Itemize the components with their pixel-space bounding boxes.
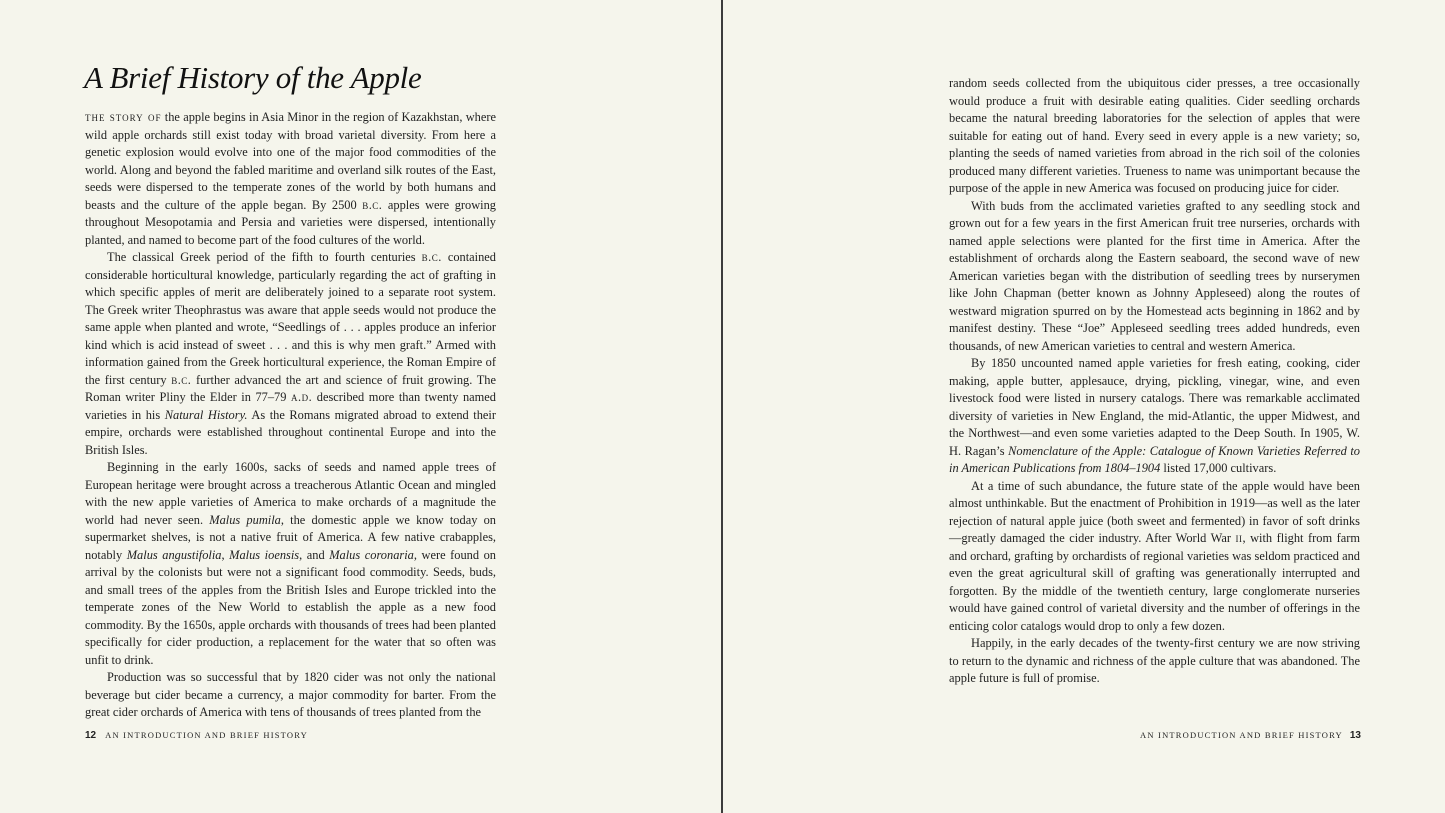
right-page <box>723 0 1445 813</box>
paragraph <box>949 355 1360 478</box>
italic-run: Malus pumila <box>209 512 281 527</box>
left-page <box>0 0 721 813</box>
text-run: , <box>221 547 230 562</box>
paragraph <box>85 669 496 722</box>
paragraph <box>85 109 496 249</box>
paragraph <box>949 635 1360 688</box>
page-number: 12 <box>85 730 97 741</box>
paragraph <box>949 75 1360 198</box>
text-run: contained considerable horticultural knowledge, particularly regarding the act of grafting in which specific apples of merit are deliberately joined to a separate root system. The Greek writer Theophrastus was aware that apple seeds would not produce the same apple when planted and wrote, “Seedlings of . . . apples produce an inferior kind which is acid instead of sweet . . . and this is why men graft.” Armed with information gained from the Greek horticultural experience, the Roman Empire of the first century <box>85 250 496 387</box>
left-body-text <box>85 109 496 722</box>
text-run: described more than twenty named varieties in his <box>85 390 497 422</box>
paragraph <box>85 459 496 669</box>
text-run: the apple begins in Asia Minor in the region of Kazakhstan, where wild apple orchards still exist today with broad varietal diversity. From here a genetic explosion would evolve into one of the major food commodities of the world. Along and beyond the fabled maritime and overland silk routes of the East, seeds were dispersed to the temperate zones of the world by both humans and beasts and the culture of the apple began. By 2500 <box>85 110 496 212</box>
paragraph-runs <box>85 110 496 247</box>
text-run: , were found on arrival by the colonists but were not a significant food commodity. Seeds, buds, and small trees of the apples from the British Isles and Europe trickled into the temperate zones of the New World to establish the apple as a new food commodity. By the 1650s, apple orchards with thousands of trees had been planted specifically for cider production, a replacement for the water that so often was unfit to drink. <box>85 547 497 667</box>
italic-run: Malus angustifolia <box>126 547 222 562</box>
text-run: Production was so successful that by 1820 cider was not only the national beverage but cider became a currency, a major commodity for barter. From the great cider orchards of America with tens of thousands of trees planted from the <box>85 670 496 719</box>
text-run: random seeds collected from the ubiquitous cider presses, a tree occasionally would produce a fruit with desirable eating qualities. Cider seedling orchards became the natural breeding laboratories for the selection of apples that were suitable for eating out of hand. Every seed in every apple is a new variety; so, planting the seeds of named varieties from abroad in the rich soil of the colonies produced many different varieties. Trueness to name was unimportant because the purpose of the apple in new America was focused on producing juice for cider. <box>949 76 1360 195</box>
paragraph <box>949 198 1360 356</box>
paragraph <box>949 478 1360 636</box>
small-caps-run: b.c. <box>171 372 192 387</box>
text-run: Happily, in the early decades of the twenty-first century we are now striving to return to the dynamic and richness of the apple culture that was abandoned. The apple future is full of promise. <box>949 636 1360 685</box>
right-footer <box>1140 730 1361 741</box>
text-run: The classical Greek period of the fifth to fourth centuries <box>107 250 422 264</box>
paragraph <box>85 249 496 459</box>
italic-run: Malus ioensis <box>229 547 300 562</box>
running-head: AN INTRODUCTION AND BRIEF HISTORY <box>105 730 308 740</box>
page-number: 13 <box>1349 730 1361 741</box>
small-caps-run: b.c. <box>421 250 442 264</box>
small-caps-run: b.c. <box>362 197 383 212</box>
text-run: Beginning in the early 1600s, sacks of seeds and named apple trees of European heritage were brought across a treacherous Atlantic Ocean and mingled with the new apple varieties of America to make orchards of a magnitude the world had never seen. <box>85 460 496 527</box>
text-run: apples were growing throughout Mesopotamia and Persia and varieties were dispersed, intentionally planted, and named to become part of the food cultures of the world. <box>85 197 496 247</box>
italic-run: Natural History. <box>164 407 248 422</box>
text-run: , and <box>299 547 330 562</box>
text-run: With buds from the acclimated varieties grafted to any seedling stock and grown out for a few years in the first American fruit tree nurseries, orchards with named apple selections were planted for the first time in America. After the establishment of orchards along the Eastern seaboard, the second wave of new American varieties began with the distribution of seedling trees by nurserymen like John Chapman (better known as Johnny Appleseed) along the routes of westward migration spurred on by the Homestead acts beginning in 1862 and by manifest destiny. These “Joe” Appleseed seedling trees added hundreds, even thousands, of new American varieties to central and western America. <box>949 198 1360 353</box>
lead-in: the story of <box>85 110 162 124</box>
italic-run: Nomenclature of the Apple: Catalogue of Known Varieties Referred to in American Publications from 1804–1904 <box>949 443 1360 475</box>
text-run: As the Romans migrated abroad to extend their empire, orchards were established throughout continental Europe and into the British Isles. <box>85 407 496 457</box>
italic-run: Malus coronaria <box>329 547 414 562</box>
right-body-text <box>949 75 1360 688</box>
text-run: listed 17,000 cultivars. <box>1160 461 1277 475</box>
chapter-title: A Brief History of the Apple <box>84 60 422 95</box>
small-caps-run: a.d. <box>291 390 313 404</box>
text-run: By 1850 uncounted named apple varieties for fresh eating, cooking, cider making, apple butter, applesauce, drying, pickling, vinegar, wine, and even livestock food were listed in nursery catalogs. There was remarkable acclimated diversity of varieties in New England, the mid-Atlantic, the upper Midwest, and the Northwest—and even some varieties adapted to the Deep South. In 1905, W. H. Ragan’s <box>949 356 1360 458</box>
running-head: AN INTRODUCTION AND BRIEF HISTORY <box>1140 730 1343 740</box>
text-run: further advanced the art and science of fruit growing. The Roman writer Pliny the Elder in 77–79 <box>85 372 496 404</box>
text-run: At a time of such abundance, the future state of the apple would have been almost unthinkable. But the enactment of Prohibition in 1919—as well as the later rejection of natural apple juice (both sweet and fermented) in favor of soft drinks—greatly damaged the cider industry. After World War <box>949 478 1360 545</box>
text-run: , the domestic apple we know today on supermarket shelves, is not a native fruit of America. A few native crabapples, notably <box>85 512 496 562</box>
text-run: , with flight from farm and orchard, grafting by orchardists of regional varieties was seldom practiced and even the great agricultural skill of grafting was generationally interrupted and forgotten. By the middle of the twentieth century, large conglomerate nurseries would have gained control of varietal diversity and the number of offerings in the enticing color catalogs would drop to only a few dozen. <box>949 531 1360 633</box>
small-caps-run: ii <box>1235 531 1243 545</box>
left-footer <box>85 730 308 741</box>
